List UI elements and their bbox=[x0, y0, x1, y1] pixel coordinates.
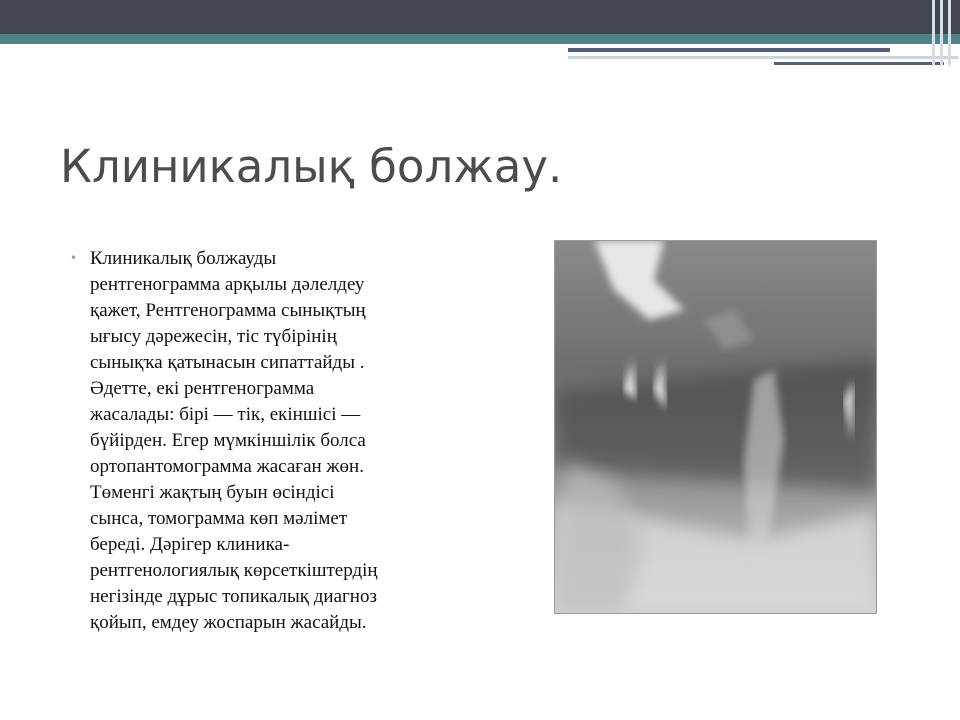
bullet-text: Клиникалық болжауды рентгенограмма арқылы дәлелдеу қажет, Рентгенограмма сынықтың ығысу дәрежесін, тіс түбірінің сынықҡа қатынасын сипаттайды . Әдетте, екі рентгенограмма жасалады: бірі — тік, екіншісі — бүйірден. Егер мүмкіншілік болса ортопантомограмма жасаған жөн. Төменгі жақтың буын өсіндісі сынса, томограмма көп мәлімет береді. Дәрігер клиника- рентгенологиялық көрсеткіштердің негізінде дұрыс топикалық диагноз қойып, емдеу жоспарын жасайды. bbox=[90, 248, 378, 633]
header-stripe-light bbox=[568, 56, 958, 59]
header-vertical-stripe bbox=[940, 0, 943, 66]
header-stripe bbox=[568, 48, 890, 52]
slide-content bbox=[70, 246, 470, 636]
header-stripe bbox=[774, 62, 944, 65]
bullet-item bbox=[70, 246, 470, 636]
header-vertical-stripe bbox=[932, 0, 935, 66]
header-dark-bar bbox=[0, 0, 960, 34]
header-vertical-stripe bbox=[948, 0, 951, 66]
slide-title: Клиникалық болжау. bbox=[60, 140, 563, 193]
xray-image bbox=[554, 240, 877, 614]
bullet-marker: • bbox=[70, 251, 78, 265]
header-teal-bar bbox=[0, 34, 960, 44]
